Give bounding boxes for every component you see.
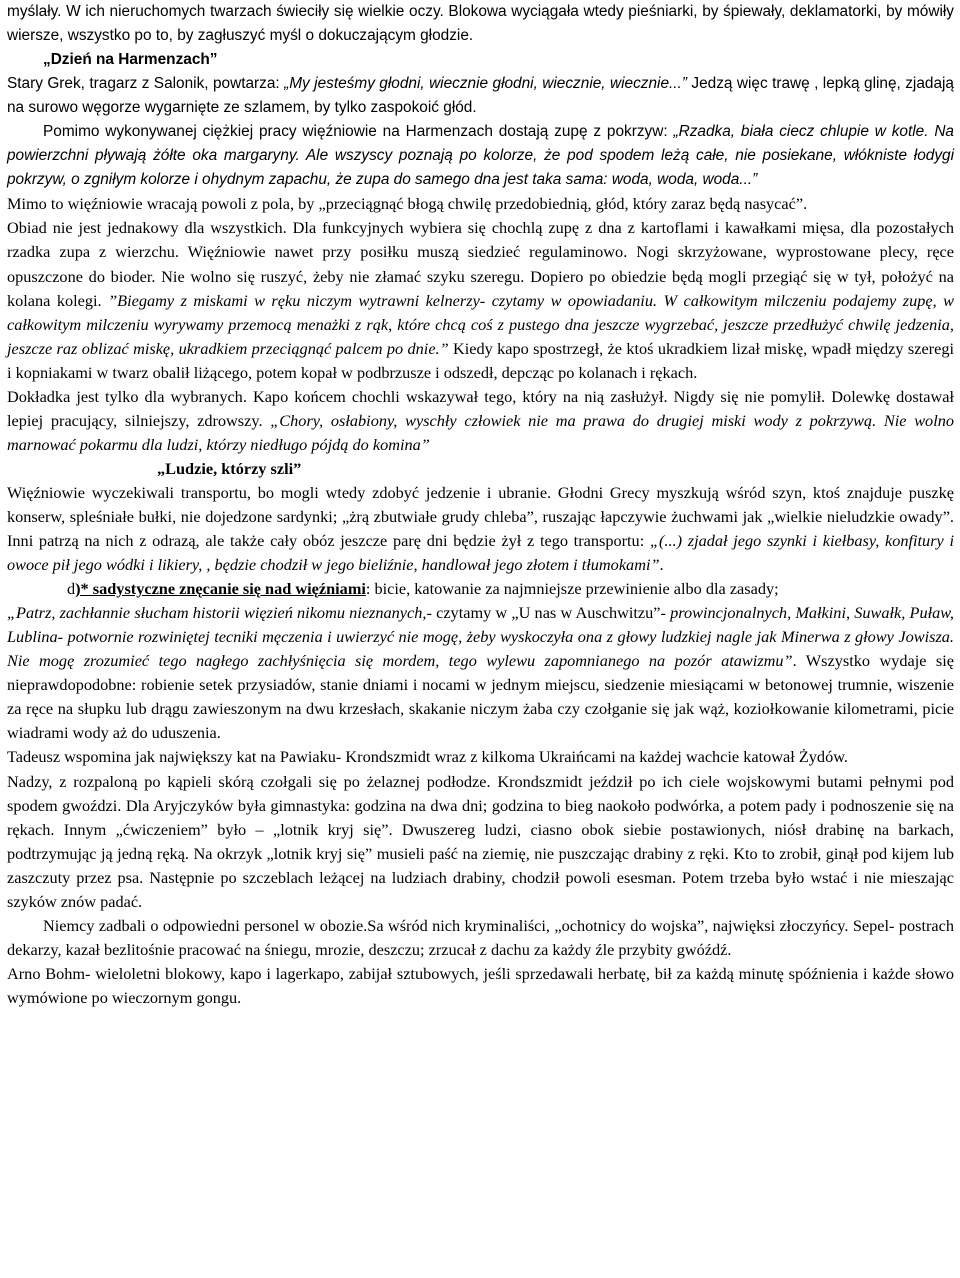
paragraph	[7, 962, 954, 1010]
quote: „(...) zjadał jego szynki i kiełbasy, konfitury i owoce pił jego wódki i likiery, , będzie chodził w jego bieliźnie, handlował jego złotem i tłumokami”	[7, 531, 954, 575]
quote: „Patrz, zachłannie słucham historii więzień nikomu nieznanych,	[7, 603, 427, 623]
paragraph-text: Stary Grek, tragarz z Salonik, powtarza:	[7, 75, 285, 93]
underlined-heading: )* sadystyczne znęcanie się nad więźniami	[75, 579, 366, 599]
paragraph	[7, 481, 954, 577]
paragraph	[7, 0, 954, 48]
paragraph-text: : bicie, katowanie za najmniejsze przewinienie albo dla zasady;	[365, 579, 779, 599]
paragraph-text: Tadeusz wspomina jak największy kat na Pawiaku- Krondszmidt wraz z kilkoma Ukraińcami na każdej wachcie katował Żydów.	[7, 747, 848, 767]
section-heading: „Ludzie, którzy szli”	[157, 458, 302, 478]
paragraph-text: Mimo to więźniowie wracają powoli z pola, by „przeciągnąć błogą chwilę przedobiednią, głód, który zaraz będą nasycać”.	[7, 194, 808, 214]
paragraph	[7, 192, 954, 216]
paragraph-text: Pomimo wykonywanej ciężkiej pracy więźniowie na Harmenzach dostają zupę z pokrzyw:	[43, 123, 674, 141]
paragraph-text: d	[67, 579, 76, 599]
quote: „My jesteśmy głodni, wiecznie głodni, wiecznie, wiecznie...”	[284, 75, 687, 93]
paragraph	[7, 745, 954, 769]
paragraph-text: .	[659, 555, 664, 575]
paragraph	[7, 216, 954, 384]
quote: prowincjonalnych, Małkini, Suwałk, Puław, Lublina- potwornie rozwiniętej tecniki męczenia i uwierzyć nie mogę, żeby wyskoczyła ona z głowy ludzkiej nagle jak Minerwa z głowy Jowisza. Nie mogę zrozumieć tego nagłego zachłyśnięcia się mordem, tego wylewu zapomnianego na pozór atawizmu”	[7, 603, 954, 671]
quote: ”Biegamy z miskami w ręku niczym wytrawni kelnerzy- czytamy w opowiadaniu. W całkowitym milczeniu podajemy zupę, w całkowitym milczeniu wyrywamy przemocą menażki z rąk, które chcą coś z pustego dna jeszcze wygrzebać, jeszcze przedłużyć chwilę jedzenia, jeszcze raz oblizać miskę, ukradkiem przeciągnąć palcem po dnie.”	[7, 290, 954, 358]
paragraph-text: Jedzą więc trawę , lepką glinę, zjadają na surowo węgorze wygarnięte ze szlamem, by tylko zaspokoić głód.	[7, 75, 954, 117]
paragraph-text: - czytamy w „U nas w Auschwitzu”-	[426, 603, 671, 623]
paragraph-text: Kiedy kapo spostrzegł, że ktoś ukradkiem lizał miskę, wpadł między szeregi i kopniakami w twarz obalił liżącego, potem kopał w podbrzusze i odszedł, depcząc po kolanach i rękach.	[7, 338, 954, 382]
paragraph-text: Więźniowie wyczekiwali transportu, bo mogli wtedy zdobyć jedzenie i ubranie. Głodni Grecy myszkują wśród szyn, ktoś znajduje puszkę konserw, spleśniałe bułki, nie dojedzone sardynki; „żrą zbutwiałe grudy chleba”, ruszając łapczywie żuchwami jak „wielkie nieludzkie owady”. Inni patrzą na nich z odrazą, ale także cały obóz jeszcze parę dni będzie żył z tego transportu:	[7, 482, 954, 551]
paragraph-text: Obiad nie jest jednakowy dla wszystkich. Dla funkcyjnych wybiera się chochlą zupę z dna z kartoflami i kawałkami mięsa, dla pozostałych rzadka zupa z wierzchu. Więźniowie nawet przy posiłku muszą siedzieć regulaminowo. Nogi skrzyżowane, wyprostowane plecy, ręce opuszczone do bioder. Nie wolno się ruszyć, żeby nie złamać szyku szeregu. Dopiero po obiedzie będą mogli przegiąć się w tył, położyć na kolana kolegi.	[7, 218, 954, 310]
paragraph-text: myślały. W ich nieruchomych twarzach świeciły się wielkie oczy. Blokowa wyciągała wtedy pieśniarki, by śpiewały, deklamatorki, by mówiły wiersze, wszystko po to, by zagłuszyć myśl o dokuczającym głodzie.	[7, 3, 954, 45]
paragraph-text: Dokładka jest tylko dla wybranych. Kapo końcem chochli wskazywał tego, który na nią zasłużył. Nigdy się nie pomylił. Dolewkę dostawał lepiej pracujący, silniejszy, zdrowszy.	[7, 386, 954, 430]
paragraph	[7, 914, 954, 962]
quote: „Rzadka, biała ciecz chlupie w kotle. Na powierzchni pływają żółte oka margaryny. Ale wszyscy poznają po kolorze, że pod spodem leżą całe, nie posiekane, włókniste łodygi pokrzyw, o zgniłym kolorze i ohydnym zapachu, że zupa do samego dna jest taka sama: woda, woda, woda...”	[7, 123, 954, 189]
paragraph	[7, 72, 954, 120]
paragraph	[7, 601, 954, 745]
paragraph-text: Arno Bohm- wieloletni blokowy, kapo i lagerkapo, zabijał sztubowych, jeśli sprzedawali herbatę, bił za każdą minutę spóźnienia i każde słowo wymówione po wieczornym gongu.	[7, 963, 954, 1007]
paragraph-text: Niemcy zadbali o odpowiedni personel w obozie.Sa wśród nich kryminaliści, „ochotnicy do wojska”, najwięksi złoczyńcy. Sepel- postrach dekarzy, kazał bezlitośnie pracować na śniegu, mrozie, deszczu; zrzucał z dachu za każdy źle przybity gwóźdź.	[7, 915, 954, 959]
quote: „Chory, osłabiony, wyschły człowiek nie ma prawa do drugiej miski wody z pokrzywą. Nie wolno marnować pokarmu dla ludzi, którzy niedługo pójdą do komina”	[7, 410, 954, 454]
paragraph	[7, 770, 954, 914]
paragraph-text: . Wszystko wydaje się nieprawdopodobne: robienie setek przysiadów, stanie dniami i nocami w jednym miejscu, siedzenie miesiącami w betonowej trumnie, wiszenie za ręce na słupku lub drągu zawieszonym na dwu krzesłach, skakanie niczym żaba czy czołganie się jak wąż, koziołkowanie kilometrami, picie wiadrami wody aż do uduszenia.	[7, 651, 954, 743]
paragraph	[7, 385, 954, 457]
section-heading: „Dzień na Harmenzach”	[43, 51, 218, 69]
paragraph-text: Nadzy, z rozpaloną po kąpieli skórą czołgali się po żelaznej podłodze. Krondszmidt jeździł po ich ciele wojskowymi butami pełnymi pod spodem gwoździ. Dla Aryjczyków była gimnastyka: godzina na dwa dni; godzina to bieg naokoło podwórka, a potem pady i podnoszenie się na rękach. Innym „ćwiczeniem” było – „lotnik kryj się”. Dwuszereg ludzi, ciasno obok siebie postawionych, niósł drabinę na barkach, podtrzymując ją jedną ręką. Na okrzyk „lotnik kryj się” musieli paść na ziemię, nie puszczając drabiny z ręki. Kto to zrobił, ginął pod kijem lub zaszczuty przez psa. Następnie po szczeblach leżącej na ludziach drabiny, chodził powoli esesman. Potem trzeba było wstać i nie mieszając szyków znów padać.	[7, 771, 954, 911]
paragraph	[7, 577, 954, 601]
paragraph	[7, 120, 954, 192]
